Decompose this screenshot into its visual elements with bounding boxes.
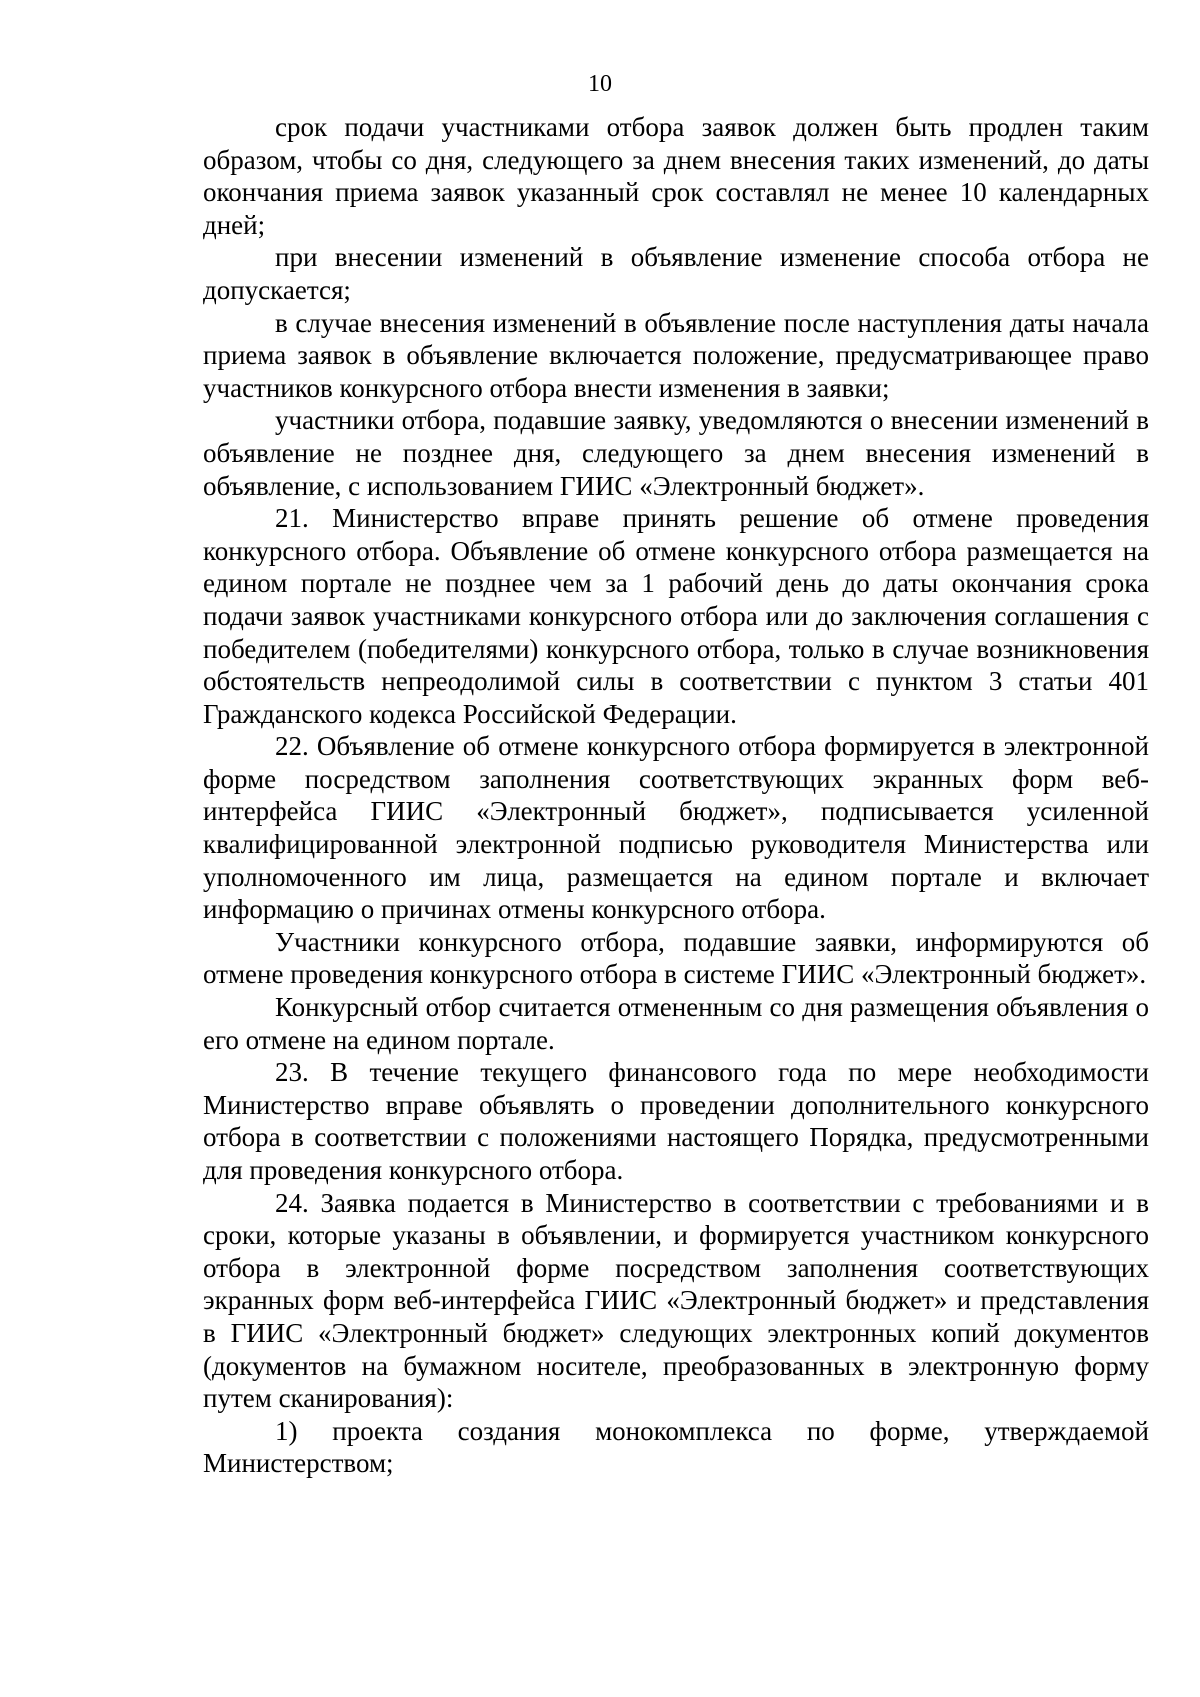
document-body	[203, 111, 1149, 1480]
paragraph-item-21: 21. Министерство вправе принять решение об отмене проведения конкурсного отбора. Объявление об отмене конкурсного отбора размещается на едином портале не позднее чем за 1 рабочий день до даты окончания срока подачи заявок участниками конкурсного отбора или до заключения соглашения с победителем (победителями) конкурсного отбора, только в случае возникновения обстоятельств непреодолимой силы в соответствии с пунктом 3 статьи 401 Гражданского кодекса Российской Федерации.	[203, 503, 1149, 729]
paragraph-item-23: 23. В течение текущего финансового года по мере необходимости Министерство вправе объявлять о проведении дополнительного конкурсного отбора в соответствии с положениями настоящего Порядка, предусмотренными для проведения конкурсного отбора.	[203, 1057, 1149, 1185]
paragraph-deadline-extension: срок подачи участниками отбора заявок должен быть продлен таким образом, чтобы со дня, следующего за днем внесения таких изменений, до даты окончания приема заявок указанный срок составлял не менее 10 календарных дней;	[203, 112, 1149, 240]
paragraph-changes-after-start: в случае внесения изменений в объявление после наступления даты начала приема заявок в объявление включается положение, предусматривающее право участников конкурсного отбора внести изменения в заявки;	[203, 307, 1149, 403]
paragraph-participants-informed: Участники конкурсного отбора, подавшие заявки, информируются об отмене проведения конкурсного отбора в системе ГИИС «Электронный бюджет».	[203, 926, 1149, 990]
page-number: 10	[588, 71, 612, 97]
paragraph-selection-cancelled: Конкурсный отбор считается отмененным со дня размещения объявления о его отмене на едином портале.	[203, 992, 1149, 1055]
paragraph-participants-notified: участники отбора, подавшие заявку, уведомляются о внесении изменений в объявление не позднее дня, следующего за днем внесения изменений в объявление, с использованием ГИИС «Электронный бюджет».	[203, 405, 1149, 501]
paragraph-item-22: 22. Объявление об отмене конкурсного отбора формируется в электронной форме посредством заполнения соответствующих экранных форм веб-интерфейса ГИИС «Электронный бюджет», подписывается усиленной квалифицированной электронной подписью руководителя Министерства или уполномоченного им лица, размещается на едином портале и включает информацию о причинах отмены конкурсного отбора.	[203, 731, 1149, 925]
paragraph-selection-method: при внесении изменений в объявление изменение способа отбора не допускается;	[203, 242, 1149, 305]
paragraph-item-24: 24. Заявка подается в Министерство в соответствии с требованиями и в сроки, которые указаны в объявлении, и формируется участником конкурсного отбора в электронной форме посредством заполнения соответствующих экранных форм веб-интерфейса ГИИС «Электронный бюджет» и представления в ГИИС «Электронный бюджет» следующих электронных копий документов (документов на бумажном носителе, преобразованных в электронную форму путем сканирования):	[203, 1187, 1149, 1414]
paragraph-list-item-1: 1) проекта создания монокомплекса по форме, утверждаемой Министерством;	[203, 1415, 1149, 1479]
